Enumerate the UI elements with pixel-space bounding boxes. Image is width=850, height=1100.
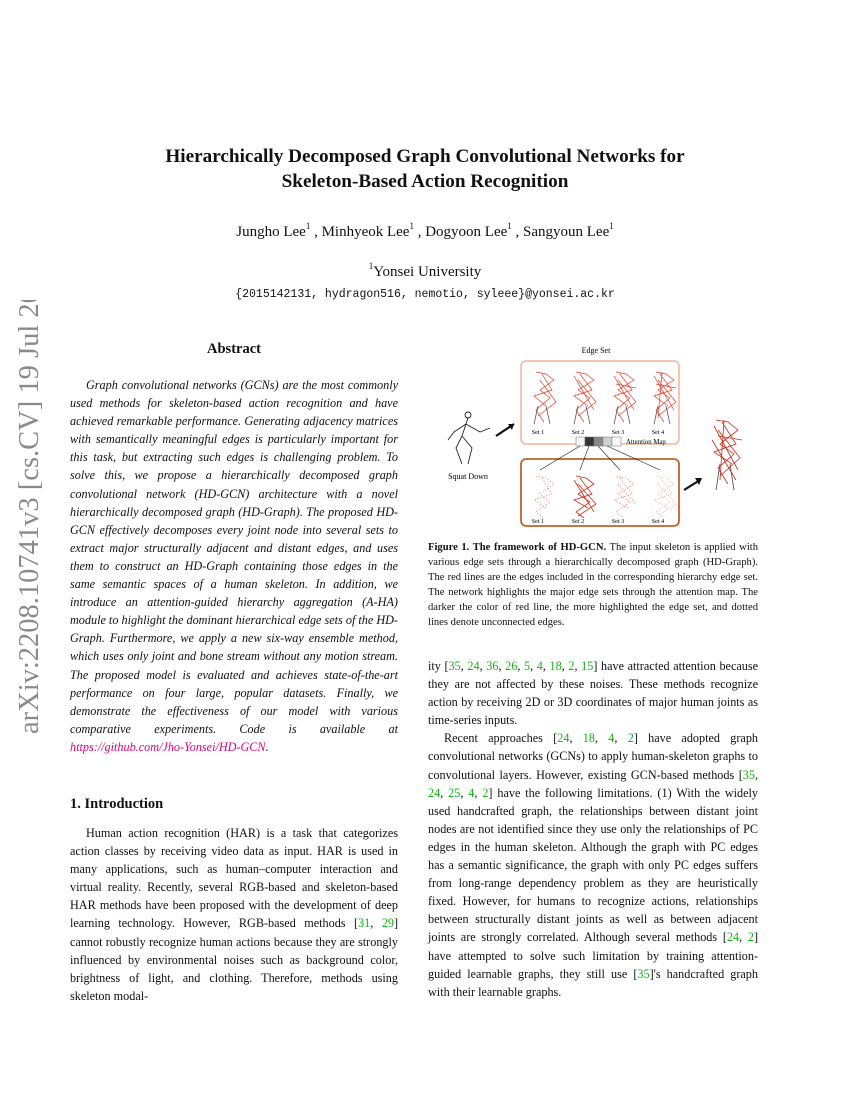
attention-lines — [540, 446, 660, 470]
citation-link[interactable]: 24 — [467, 659, 480, 673]
abstract-body — [70, 376, 398, 756]
title-line-1: Hierarchically Decomposed Graph Convolutional Networks for — [165, 146, 685, 167]
top-skeleton-set-3 — [614, 372, 636, 424]
author-affil-mark: 1 — [305, 221, 311, 231]
citation-link[interactable]: 15 — [581, 659, 594, 673]
set-label-bottom-3: Set 3 — [611, 518, 625, 525]
citation-link[interactable]: 5 — [523, 659, 531, 673]
paragraph: ity [35, 24, 36, 26, 5, 4, 18, 2, 15] have attracted attention because they are not affected by these noises. These methods recognize action by receiving 2D or 3D coordinates of major human joints as time-series inputs. — [428, 659, 759, 728]
citation-link[interactable]: 31 — [358, 916, 371, 931]
author-name: Jungho Lee — [236, 224, 306, 240]
author-name: Sangyoun Lee — [523, 224, 610, 240]
affiliation — [100, 261, 750, 281]
set-label-top-4: Set 4 — [651, 429, 665, 436]
set-label-bottom-4: Set 4 — [651, 518, 665, 525]
citation-link[interactable]: 26 — [505, 659, 518, 673]
set-label-top-3: Set 3 — [611, 429, 625, 436]
author-emails: {2015142131, hydragon516, nemotio, syleee}@yonsei.ac.kr — [235, 288, 615, 301]
author-list: Jungho Lee$^1$ , Minhyeok Lee$^1$ , Dogyoon Lee$^1$ , Sangyoun Lee$^1$ — [236, 221, 614, 240]
citation-link[interactable]: 2 — [627, 731, 634, 746]
body-text: ] have attempted to solve such limitation by training attention-guided learnable graphs, they still use [ — [428, 930, 758, 981]
citation-link[interactable]: 2 — [568, 659, 575, 673]
citation-link[interactable]: 25 — [448, 785, 461, 800]
attention-map-label: Attention Map — [626, 439, 666, 446]
set-label-top-2: Set 2 — [571, 429, 585, 436]
citation-link[interactable]: 4 — [536, 659, 543, 673]
attention-map — [576, 437, 621, 446]
paper-title — [100, 144, 750, 194]
citation-sep: , — [370, 916, 382, 931]
body-text: ] have attracted attention because they are not affected by these noises. These methods recognize action by receiving 2D or 3D coordinates of major human joints as time-series inputs. — [428, 659, 759, 728]
bottom-skeleton-set-1 — [534, 476, 554, 518]
affil-name: Yonsei University — [373, 264, 482, 280]
intro-text: Human action recognition (HAR) is a task that categorizes action classes by receiving video data as input. HAR is used in many applications, such as human–computer interaction and virtual reality. Recently, several RGB-based and skeleton-based HAR methods have been proposed with the development of deep learning technology. However, RGB-based methods [ — [70, 826, 398, 931]
arxiv-id-text: arXiv:2208.10741v3 [cs.CV] 19 Jul 2023 — [14, 300, 45, 734]
title-line-2: Skeleton-Based Action Recognition — [281, 171, 569, 192]
bottom-skeleton-set-4 — [654, 476, 676, 518]
caption-text: The input skeleton is applied with various edge sets through a hierarchically decomposed graph (HD-Graph). The red lines are the edges included in the corresponding hierarchy edge set. The network highlights the major edge sets through the attention map. The darker the color of red line, the more highlighted the edge set, and dotted lines denote unconnected edges. — [428, 542, 759, 628]
bottom-skeleton-set-2 — [574, 476, 596, 518]
citation-link[interactable]: 2 — [482, 785, 489, 800]
set-label-bottom-2: Set 2 — [571, 518, 585, 525]
input-skeleton — [448, 412, 490, 464]
caption-label: Figure 1. The framework of HD-GCN. — [428, 542, 607, 553]
author-affil-mark: 1 — [609, 221, 614, 231]
citation-link[interactable]: 4 — [468, 785, 475, 800]
author-name: Minhyeok Lee — [321, 224, 410, 240]
body-text: ]'s handcrafted graph with their learnable graphs. — [428, 966, 758, 999]
body-text: ] have adopted graph convolutional networks (GCNs) to apply human-skeleton graphs to convolutional layers. However, existing GCN-based methods [ — [428, 731, 759, 782]
intro-text: ] cannot robustly recognize human actions because they are strongly influenced by environmental noises such as background color, brightness of light, and clothing. Therefore, methods using skeleton modal- — [70, 916, 398, 1003]
bottom-skeleton-set-3 — [614, 476, 636, 518]
abstract-text: Graph convolutional networks (GCNs) are the most commonly used methods for skeleton-based action recognition and have achieved remarkable performance. Generating adjacency matrices with semantically meaningful edges is particularly important for this task, but extracting such edges is challenging problem. To solve this, we propose a hierarchically decomposed graph convolutional network (HD-GCN) architecture with a novel hierarchically decomposed graph (HD-Graph). The proposed HD-GCN effectively decomposes every joint node into several sets to extract major structurally adjacent and distant edges, and uses them to construct an HD-Graph containing those edges in the same semantic spaces of a human skeleton. In addition, we introduce an attention-guided hierarchy aggregation (A-HA) module to highlight the dominant hierarchical edge sets of the HD-Graph. Furthermore, we apply a new six-way ensemble method, which uses only joint and bone stream without any motion stream. The proposed model is evaluated and achieves state-of-the-art performance on four large, popular datasets. Finally, we demonstrate the effectiveness of our model with various comparative experiments. Code is available at — [70, 378, 398, 736]
citation-link[interactable]: 24 — [557, 731, 570, 746]
citation-link[interactable]: 24 — [428, 785, 441, 800]
figure-1 — [428, 340, 780, 532]
body-text: Recent approaches [ — [444, 731, 558, 746]
citation-link[interactable]: 18 — [582, 731, 595, 746]
citation-link[interactable]: 29 — [381, 916, 394, 931]
action-label: Squat Down — [448, 472, 488, 481]
set-label-top-1: Set 1 — [531, 429, 545, 436]
citation-link[interactable]: 18 — [549, 659, 562, 673]
body-text: ity [ — [428, 659, 449, 673]
author-affil-mark: 1 — [409, 221, 414, 231]
paragraph: Recent approaches [24, 18, 4, 2] have adopted graph convolutional networks (GCNs) to apply human-skeleton graphs to convolutional layers. However, existing GCN-based methods [35, 24, 25, 4, 2] have the following limitations. (1) With the widely used handcrafted graph, the relationships between distant joint nodes are not identified since they use only the relationships of PC edges in the human skeleton. Although the graph with PC edges has a semantic significance, the graph with only PC edges suffers from long-range dependency problem as they are heuristically fixed. However, for humans to recognize actions, relationships between structurally distant joints as well as between adjacent joints are strongly correlated. Although several methods [24, 2] have attempted to solve such limitation by training attention-guided learnable graphs, they still use [35]'s handcrafted graph with their learnable graphs. — [428, 731, 759, 999]
intro-heading: 1. Introduction — [70, 796, 164, 812]
citation-link[interactable]: 4 — [608, 731, 615, 746]
author-name: Dogyoon Lee — [425, 224, 508, 240]
edge-set-label: Edge Set — [581, 346, 611, 355]
citation-link[interactable]: 35 — [448, 659, 461, 673]
figure-caption — [428, 540, 758, 630]
edge-set-box-bottom — [521, 459, 679, 526]
top-skeleton-set-1 — [534, 372, 556, 424]
body-text: ] have the following limitations. (1) With the widely used handcrafted graph, the relationships between distant joint nodes are not identified since they use only the relationships of PC edges in the human skeleton. Although the graph with PC edges has a semantic significance, the graph with only PC edges suffers from long-range dependency problem as they are heuristically fixed. However, for humans to recognize actions, relationships between structurally distant joints as well as between adjacent joints are strongly correlated. Although several methods [ — [428, 785, 759, 945]
top-skeleton-set-2 — [574, 372, 596, 424]
abstract-end: . — [265, 739, 269, 754]
author-affil-mark: 1 — [507, 221, 512, 231]
citation-link[interactable]: 35 — [637, 966, 650, 981]
citation-link[interactable]: 36 — [486, 659, 499, 673]
set-label-bottom-1: Set 1 — [531, 518, 545, 525]
top-skeleton-set-4 — [654, 372, 676, 424]
arxiv-side-label — [6, 300, 50, 740]
output-skeleton — [712, 420, 742, 490]
abstract-heading: Abstract — [207, 341, 261, 357]
intro-body — [70, 824, 398, 1005]
affil-mark: 1 — [368, 261, 374, 271]
right-column-text — [428, 657, 758, 1001]
citation-link[interactable]: 2 — [747, 930, 754, 945]
citation-link[interactable]: 24 — [726, 930, 740, 945]
citation-link[interactable]: 35 — [742, 767, 755, 782]
code-link[interactable]: https://github.com/Jho-Yonsei/HD-GCN — [70, 739, 266, 754]
